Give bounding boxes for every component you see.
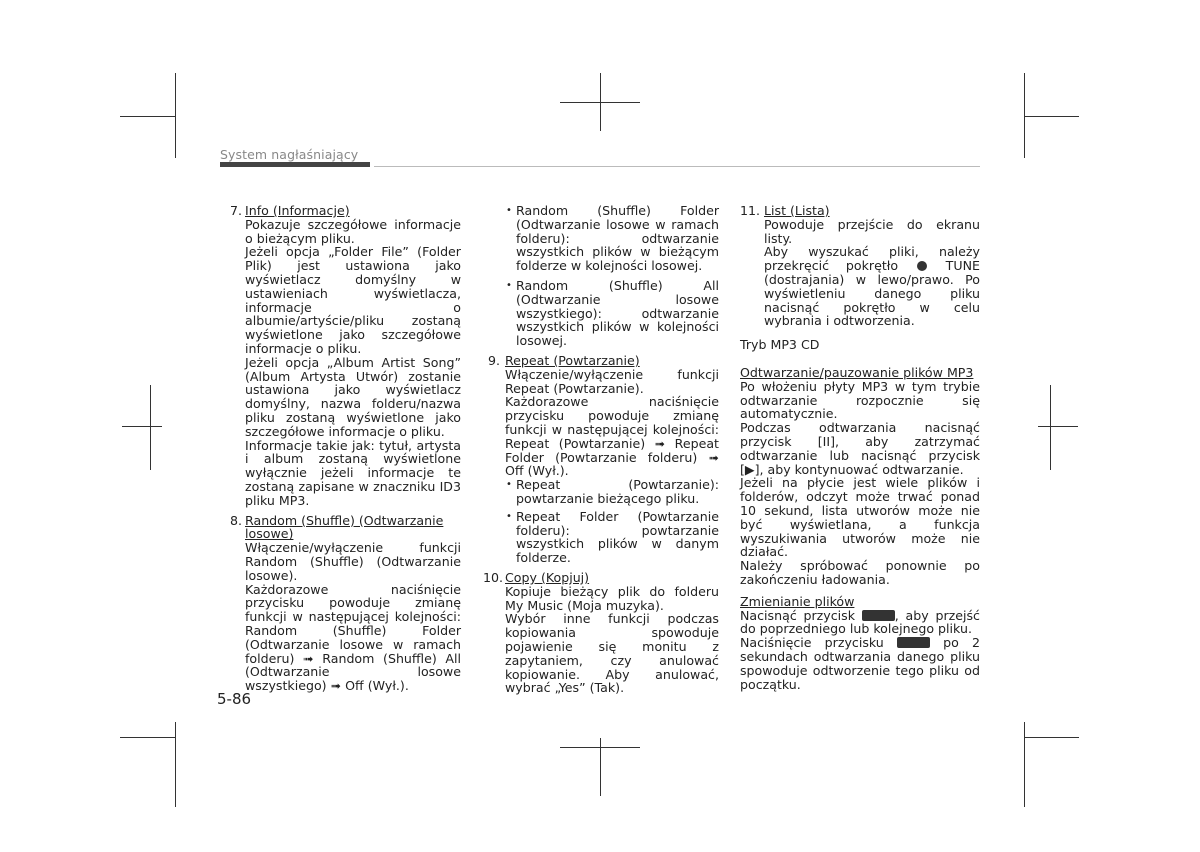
bullet-item: • Random (Shuffle) Folder (Odtwarzanie losowe w ramach folderu): odtwarzanie wszystkich plików w bieżącym folderze w kolejności losowej. bbox=[505, 204, 719, 273]
item-number: 10. bbox=[483, 569, 504, 585]
crop-mark bbox=[175, 722, 176, 807]
page-number: 5-86 bbox=[217, 690, 252, 708]
crop-mark bbox=[1050, 385, 1051, 470]
crop-mark bbox=[1024, 737, 1079, 738]
item-title: List (Lista) bbox=[764, 203, 830, 218]
subsection-title: Odtwarzanie/pauzowanie plików MP3 bbox=[740, 364, 974, 380]
item-title: Random (Shuffle) (Odtwarzanie losowe) bbox=[245, 512, 444, 542]
crop-mark bbox=[560, 102, 640, 103]
paragraph: Pokazuje szczegółowe informacje o bieżącym pliku. bbox=[245, 216, 461, 246]
crop-mark bbox=[175, 73, 176, 158]
text-run: Aby wyszukać pliki, należy przekręcić pokrętło bbox=[764, 244, 980, 274]
crop-mark bbox=[120, 737, 175, 738]
tune-knob-icon bbox=[917, 261, 927, 271]
paragraph: Jeżeli opcja „Folder File” (Folder Plik) jest ustawiona jako wyświetlacz domyślny w ustawieniach wyświetlacza, informacje o albumie/artyście/pliku zostaną wyświetlone jako szczegółowe informacje o pliku. bbox=[245, 244, 461, 356]
list-item-9 bbox=[483, 354, 719, 565]
paragraph: Wybór inne funkcji podczas kopiowania spowoduje pojawienie się monitu z zapytaniem, czy anulować kopiowanie. Aby anulować, wybrać „Yes” (Tak). bbox=[505, 611, 719, 696]
item-title: Info (Informacje) bbox=[245, 203, 350, 218]
bullet-item: • Repeat (Powtarzanie): powtarzanie bieżącego pliku. bbox=[505, 478, 719, 506]
bullet-item: • Repeat Folder (Powtarzanie folderu): powtarzanie wszystkich plików w danym folderze. bbox=[505, 510, 719, 565]
seek-track-button-icon bbox=[862, 610, 895, 621]
paragraph: Jeżeli na płycie jest wiele plików i folderów, odczyt może trwać ponad 10 sekund, lista utworów może nie być wyświetlana, a funkcja wyszukiwania utworów może nie działać. bbox=[740, 475, 980, 560]
subsection-play-pause bbox=[740, 366, 980, 587]
item-number: 9. bbox=[487, 352, 500, 368]
column-3 bbox=[740, 204, 980, 699]
section-title: Tryb MP3 CD bbox=[740, 337, 820, 353]
paragraph: Włączenie/wyłączenie funkcji Repeat (Powtarzanie). bbox=[505, 366, 719, 396]
item-number: 7. bbox=[229, 203, 242, 218]
paragraph: Informacje takie jak: tytuł, artysta i album zostaną wyświetlone wyłącznie jeżeli informacje te zostaną zapisane w znaczniku ID3 pliku MP3. bbox=[245, 437, 461, 508]
text-run: TUNE (dostrajania) w lewo/prawo. Po wyświetleniu danego pliku nacisnąć pokrętło w celu wybrania i odtworzenia. bbox=[764, 258, 980, 329]
paragraph bbox=[764, 245, 980, 328]
crop-mark bbox=[120, 116, 175, 117]
item-number: 8. bbox=[229, 512, 242, 528]
column-2 bbox=[483, 204, 719, 701]
paragraph: Kopiuje bieżący plik do folderu My Music (Moja muzyka). bbox=[505, 583, 719, 613]
bullet-item: • Random (Shuffle) All (Odtwarzanie losowe wszystkiego): odtwarzanie wszystkich plików w kolejności losowej. bbox=[505, 279, 719, 348]
subsection-title: Zmienianie plików bbox=[740, 593, 855, 609]
list-item-11 bbox=[740, 204, 980, 328]
section-header: System nagłaśniający bbox=[220, 147, 359, 162]
paragraph bbox=[740, 636, 980, 691]
header-rule bbox=[374, 166, 980, 167]
text-run: po 2 sekundach odtwarzania danego pliku spowoduje odtworzenie tego pliku od początku. bbox=[740, 635, 980, 692]
paragraph: Każdorazowe naciśnięcie przycisku powoduje zmianę funkcji w następującej kolejności: Repeat (Powtarzanie) ➟ Repeat Folder (Powtarzanie folderu) ➟ Off (Wył.). bbox=[505, 394, 719, 479]
item-number: 11. bbox=[740, 203, 761, 218]
paragraph: Podczas odtwarzania nacisnąć przycisk [II], aby zatrzymać odtwarzanie lub nacisnąć przycisk [▶], aby kontynuować odtwarzanie. bbox=[740, 420, 980, 477]
list-item-7 bbox=[228, 204, 461, 508]
list-item-8 bbox=[228, 514, 461, 693]
item-title: Copy (Kopjuj) bbox=[505, 569, 590, 585]
seek-track-button-icon bbox=[897, 637, 930, 648]
paragraph: Powoduje przejście do ekranu listy. bbox=[764, 216, 980, 246]
crop-mark bbox=[1038, 426, 1078, 427]
list-item-10 bbox=[483, 571, 719, 695]
paragraph: Każdorazowe naciśnięcie przycisku powoduje zmianę funkcji w następującej kolejności: Random (Shuffle) Folder (Odtwarzanie losowe w ramach folderu) ➟ Random (Shuffle) All (Odtwarzanie losowe wszystkiego) ➟ Off (Wył.). bbox=[245, 581, 461, 694]
paragraph: Należy spróbować ponownie po zakończeniu ładowania. bbox=[740, 558, 980, 587]
text-run: , aby przejść do poprzedniego lub kolejnego pliku. bbox=[740, 607, 980, 637]
text-run: Nacisnąć przycisk bbox=[740, 607, 856, 623]
column-1 bbox=[228, 204, 461, 699]
header-bar bbox=[220, 162, 370, 167]
paragraph: Jeżeli opcja „Album Artist Song” (Album Artysta Utwór) zostanie ustawiona jako wyświetlacz domyślny, nazwa folderu/nazwa pliku zostaną wyświetlone jako szczegółowe informacje o pliku. bbox=[245, 354, 461, 439]
paragraph: Po włożeniu płyty MP3 w tym trybie odtwarzanie rozpocznie się automatycznie. bbox=[740, 378, 980, 422]
paragraph: Włączenie/wyłączenie funkcji Random (Shuffle) (Odtwarzanie losowe). bbox=[245, 540, 461, 583]
crop-mark bbox=[560, 747, 640, 748]
crop-mark bbox=[150, 385, 151, 470]
crop-mark bbox=[1024, 722, 1025, 807]
paragraph bbox=[740, 609, 980, 637]
crop-mark bbox=[122, 426, 162, 427]
text-run: Naciśnięcie przycisku bbox=[740, 635, 884, 651]
crop-mark bbox=[1024, 116, 1079, 117]
subsection-change-files bbox=[740, 595, 980, 692]
item-title: Repeat (Powtarzanie) bbox=[505, 352, 640, 368]
